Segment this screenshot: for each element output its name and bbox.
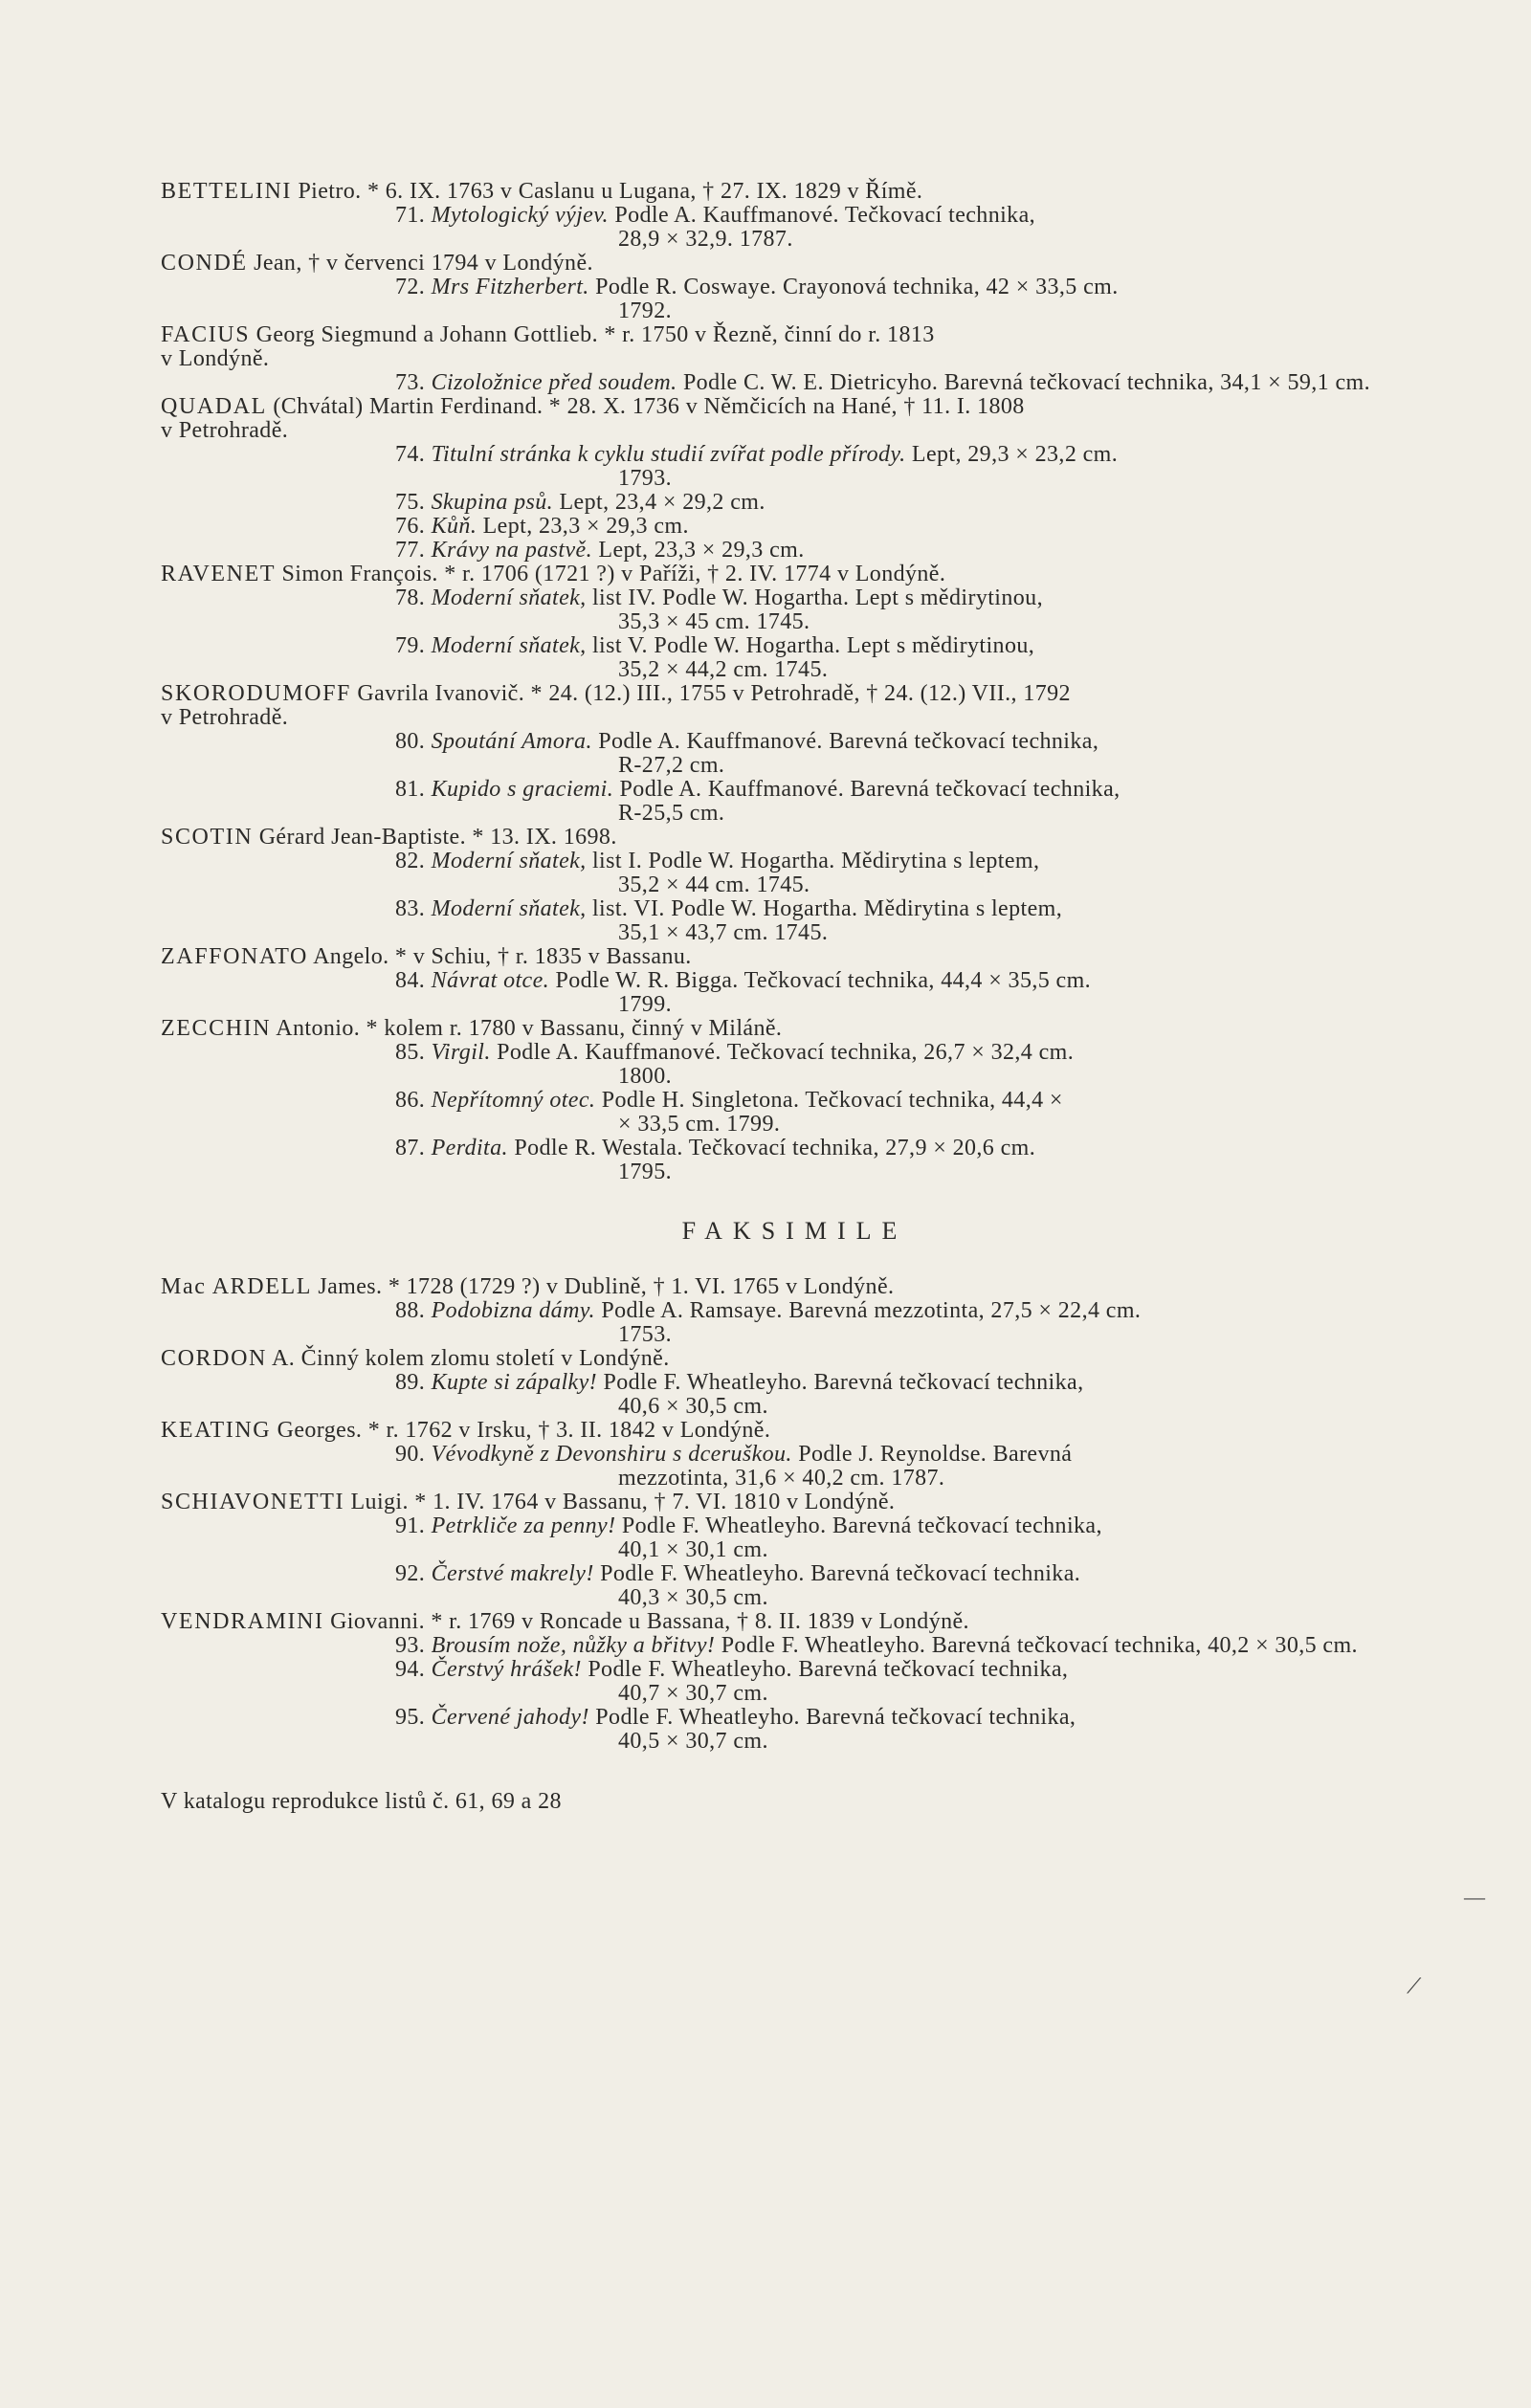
stray-mark: ⟋ (1407, 1974, 1422, 1998)
entry-title: Moderní sňatek, (431, 633, 587, 658)
entry-number: 76. (395, 514, 426, 539)
artist-name: RAVENET (161, 562, 277, 586)
entry-title: Kupte si zápalky! (431, 1370, 598, 1395)
entry-number: 89. (395, 1370, 426, 1395)
entry-number: 83. (395, 896, 426, 921)
artist-info: Angelo. * v Schiu, † r. 1835 v Bassanu. (313, 944, 692, 969)
catalog-entry (161, 634, 1448, 658)
catalog-entry (161, 1658, 1448, 1682)
entry-details: Podle F. Wheatleyho. Barevná tečkovací technika, (621, 1513, 1102, 1538)
artist-name: SKORODUMOFF (161, 681, 351, 706)
stray-mark: — (1464, 1885, 1485, 1909)
entry-title: Cizoložnice před soudem. (431, 370, 677, 395)
artist-info: Jean, † v červenci 1794 v Londýně. (254, 251, 593, 276)
entry-title: Mrs Fitzherbert. (431, 275, 589, 299)
entry-details: list V. Podle W. Hogartha. Lept s mědirytinou, (591, 633, 1035, 658)
artist-info-continued: v Londýně. (161, 346, 270, 371)
artist-info: Gavrila Ivanovič. * 24. (12.) III., 1755 v Petrohradě, † 24. (12.) VII., 1792 (357, 681, 1071, 706)
entry-continuation: 1793. (618, 466, 672, 491)
artist-block (161, 945, 1448, 1017)
artist-name: ZAFFONATO (161, 944, 308, 969)
artist-name: CONDÉ (161, 251, 248, 276)
artist-heading (161, 826, 1448, 850)
catalog-entry (161, 1634, 1448, 1658)
artist-block (161, 1017, 1448, 1184)
entry-details: Podle H. Singletona. Tečkovací technika, 44,4 × (601, 1088, 1063, 1113)
entry-title: Moderní sňatek, (431, 585, 587, 610)
artist-heading (161, 323, 1448, 347)
artist-info: Georg Siegmund a Johann Gottlieb. * r. 1750 v Řezně, činní do r. 1813 (255, 322, 935, 347)
artist-info: Luigi. * 1. IV. 1764 v Bassanu, † 7. VI. 1810 v Londýně. (350, 1490, 896, 1514)
artist-name: QUADAL (161, 394, 267, 419)
catalog-entry (161, 371, 1448, 395)
catalog-entry (161, 1041, 1448, 1065)
catalog-entry (161, 1089, 1448, 1113)
artist-name: KEATING (161, 1418, 272, 1443)
entry-number: 94. (395, 1657, 426, 1682)
catalog-entry (161, 276, 1448, 299)
entry-title: Vévodkyně z Devonshiru s dceruškou. (431, 1442, 792, 1467)
entry-details: Lept, 23,4 × 29,2 cm. (559, 490, 766, 515)
entry-continuation: 1792. (618, 298, 672, 323)
entry-title: Perdita. (431, 1136, 508, 1160)
entry-continuation: 40,5 × 30,7 cm. (618, 1729, 768, 1754)
artist-heading (161, 563, 1448, 586)
entry-details: Podle C. W. E. Dietricyho. Barevná tečkovací technika, 34,1 × 59,1 cm. (682, 370, 1370, 395)
entry-title: Brousím nože, nůžky a břitvy! (431, 1633, 716, 1658)
entry-number: 88. (395, 1298, 426, 1323)
artist-heading (161, 1610, 1448, 1634)
entry-title: Kupido s graciemi. (431, 777, 614, 802)
entry-number: 95. (395, 1705, 426, 1730)
entry-number: 71. (395, 203, 426, 228)
entry-number: 87. (395, 1136, 426, 1160)
entry-details: Podle J. Reynoldse. Barevná (798, 1442, 1073, 1467)
entry-number: 75. (395, 490, 426, 515)
entry-continuation: 35,3 × 45 cm. 1745. (618, 609, 810, 634)
artist-block (161, 563, 1448, 682)
entry-continuation: R-27,2 cm. (618, 753, 725, 778)
artist-info: Antonio. * kolem r. 1780 v Bassanu, činný v Miláně. (276, 1016, 783, 1041)
artist-heading (161, 945, 1448, 969)
entry-title: Kůň. (431, 514, 477, 539)
entry-title: Návrat otce. (431, 968, 550, 993)
artist-heading (161, 1275, 1448, 1299)
entry-number: 90. (395, 1442, 426, 1467)
catalog-entry (161, 204, 1448, 228)
artist-heading (161, 1347, 1448, 1371)
entry-title: Moderní sňatek, (431, 849, 587, 873)
entry-number: 77. (395, 538, 426, 563)
entry-continuation: 40,6 × 30,5 cm. (618, 1394, 768, 1419)
artist-block (161, 1419, 1448, 1491)
artist-info: Gérard Jean-Baptiste. * 13. IX. 1698. (258, 825, 617, 850)
artist-block (161, 682, 1448, 826)
entry-continuation: 1753. (618, 1322, 672, 1347)
catalog-entry (161, 443, 1448, 467)
entry-continuation: 40,7 × 30,7 cm. (618, 1681, 768, 1706)
catalog-entry (161, 1371, 1448, 1395)
catalog-entry (161, 1299, 1448, 1323)
entry-details: Podle A. Kauffmanové. Barevná tečkovací technika, (619, 777, 1121, 802)
entry-number: 80. (395, 729, 426, 754)
artist-info: Simon François. * r. 1706 (1721 ?) v Paříži, † 2. IV. 1774 v Londýně. (281, 562, 946, 586)
artist-block (161, 1610, 1448, 1754)
entry-details: Podle R. Westala. Tečkovací technika, 27,9 × 20,6 cm. (514, 1136, 1036, 1160)
artist-name: ZECCHIN (161, 1016, 272, 1041)
entry-continuation: 1799. (618, 992, 672, 1017)
entry-details: list I. Podle W. Hogartha. Mědirytina s leptem, (591, 849, 1040, 873)
entry-continuation: 35,2 × 44 cm. 1745. (618, 873, 810, 897)
catalog-entry (161, 491, 1448, 515)
footer-note: V katalogu reprodukce listů č. 61, 69 a 28 (161, 1789, 562, 1814)
catalog-entry (161, 1562, 1448, 1586)
entry-continuation: 40,3 × 30,5 cm. (618, 1585, 768, 1610)
artist-block (161, 1347, 1448, 1419)
entry-title: Spoutání Amora. (431, 729, 592, 754)
entry-title: Krávy na pastvě. (431, 538, 592, 563)
entry-details: Podle A. Kauffmanové. Barevná tečkovací technika, (598, 729, 1099, 754)
artist-info: Giovanni. * r. 1769 v Roncade u Bassana, † 8. II. 1839 v Londýně. (330, 1609, 969, 1634)
entry-title: Titulní stránka k cyklu studií zvířat podle přírody. (431, 442, 906, 467)
entry-number: 78. (395, 585, 426, 610)
artist-info: James. * 1728 (1729 ?) v Dublině, † 1. VI. 1765 v Londýně. (318, 1274, 895, 1299)
artist-info-continued: v Petrohradě. (161, 705, 289, 730)
entry-details: Podle F. Wheatleyho. Barevná tečkovací technika. (600, 1561, 1081, 1586)
entry-title: Skupina psů. (431, 490, 554, 515)
entry-title: Moderní sňatek, (431, 896, 587, 921)
catalog-entry (161, 586, 1448, 610)
catalog-entry (161, 969, 1448, 993)
artist-name: Mac ARDELL (161, 1274, 312, 1299)
entry-details: Podle A. Ramsaye. Barevná mezzotinta, 27,5 × 22,4 cm. (601, 1298, 1142, 1323)
entry-details: Podle F. Wheatleyho. Barevná tečkovací technika, (595, 1705, 1076, 1730)
artist-block (161, 826, 1448, 945)
artist-block (161, 395, 1448, 563)
entry-number: 82. (395, 849, 426, 873)
artist-block (161, 1275, 1448, 1347)
entry-continuation: 40,1 × 30,1 cm. (618, 1537, 768, 1562)
artist-heading (161, 395, 1448, 419)
entry-continuation: 1800. (618, 1064, 672, 1089)
entry-title: Podobizna dámy. (431, 1298, 595, 1323)
entry-details: Podle A. Kauffmanové. Tečkovací technika, 26,7 × 32,4 cm. (497, 1040, 1075, 1065)
catalog-entry (161, 1137, 1448, 1160)
artist-info: A. Činný kolem zlomu století v Londýně. (272, 1346, 670, 1371)
entry-title: Čerstvý hrášek! (431, 1657, 582, 1682)
entry-title: Mytologický výjev. (431, 203, 609, 228)
entry-continuation: 1795. (618, 1160, 672, 1184)
artist-name: FACIUS (161, 322, 251, 347)
entry-number: 79. (395, 633, 426, 658)
entry-number: 85. (395, 1040, 426, 1065)
entry-number: 72. (395, 275, 426, 299)
catalog-entry (161, 515, 1448, 539)
catalog-entry (161, 1443, 1448, 1467)
entry-number: 81. (395, 777, 426, 802)
catalog-entry (161, 539, 1448, 563)
artist-name: VENDRAMINI (161, 1609, 324, 1634)
entry-number: 84. (395, 968, 426, 993)
entry-continuation: 35,1 × 43,7 cm. 1745. (618, 920, 829, 945)
artist-block (161, 323, 1448, 395)
artist-name: SCHIAVONETTI (161, 1490, 345, 1514)
entry-number: 91. (395, 1513, 426, 1538)
entry-continuation: 35,2 × 44,2 cm. 1745. (618, 657, 829, 682)
entry-details: list IV. Podle W. Hogartha. Lept s mědirytinou, (591, 585, 1043, 610)
artist-block (161, 252, 1448, 323)
artist-heading (161, 180, 1448, 204)
artist-heading (161, 1491, 1448, 1514)
artist-info: Georges. * r. 1762 v Irsku, † 3. II. 1842 v Londýně. (277, 1418, 771, 1443)
section-heading-faksimile: FAKSIMILE (681, 1217, 908, 1245)
entry-title: Červené jahody! (431, 1705, 589, 1730)
entry-details: Lept, 23,3 × 29,3 cm. (598, 538, 805, 563)
artist-block (161, 1491, 1448, 1610)
entry-continuation: 28,9 × 32,9. 1787. (618, 227, 793, 252)
artist-name: CORDON (161, 1346, 267, 1371)
entry-number: 93. (395, 1633, 426, 1658)
entry-number: 92. (395, 1561, 426, 1586)
entry-title: Čerstvé makrely! (431, 1561, 594, 1586)
catalog-page (161, 180, 1448, 1814)
catalog-entry (161, 778, 1448, 802)
artist-block (161, 180, 1448, 252)
entry-details: Podle F. Wheatleyho. Barevná tečkovací technika, 40,2 × 30,5 cm. (721, 1633, 1358, 1658)
entry-details: Podle W. R. Bigga. Tečkovací technika, 44,4 × 35,5 cm. (555, 968, 1092, 993)
catalog-entry (161, 897, 1448, 921)
entry-details: list. VI. Podle W. Hogartha. Mědirytina s leptem, (591, 896, 1063, 921)
entry-details: Podle F. Wheatleyho. Barevná tečkovací technika, (603, 1370, 1084, 1395)
entry-details: Podle R. Coswaye. Crayonová technika, 42 × 33,5 cm. (595, 275, 1119, 299)
entry-details: Lept, 29,3 × 23,2 cm. (911, 442, 1119, 467)
entry-continuation: × 33,5 cm. 1799. (618, 1112, 781, 1137)
entry-title: Nepřítomný otec. (431, 1088, 596, 1113)
entry-continuation: mezzotinta, 31,6 × 40,2 cm. 1787. (618, 1466, 945, 1491)
artist-info: Pietro. * 6. IX. 1763 v Caslanu u Lugana, † 27. IX. 1829 v Římě. (298, 179, 923, 204)
artist-info: (Chvátal) Martin Ferdinand. * 28. X. 1736 v Němčicích na Hané, † 11. I. 1808 (273, 394, 1025, 419)
catalog-entry (161, 1706, 1448, 1730)
artist-info-continued: v Petrohradě. (161, 418, 289, 443)
artist-heading (161, 1017, 1448, 1041)
entry-title: Virgil. (431, 1040, 491, 1065)
entry-continuation: R-25,5 cm. (618, 801, 725, 826)
entry-number: 86. (395, 1088, 426, 1113)
entry-details: Podle F. Wheatleyho. Barevná tečkovací technika, (588, 1657, 1069, 1682)
catalog-entry (161, 1514, 1448, 1538)
entry-details: Lept, 23,3 × 29,3 cm. (482, 514, 689, 539)
artist-heading (161, 252, 1448, 276)
artist-heading (161, 1419, 1448, 1443)
faksimile-list (161, 1275, 1448, 1754)
catalog-entry (161, 730, 1448, 754)
artist-name: SCOTIN (161, 825, 254, 850)
entry-title: Petrkliče za penny! (431, 1513, 616, 1538)
artists-list (161, 180, 1448, 1184)
entry-details: Podle A. Kauffmanové. Tečkovací technika, (614, 203, 1036, 228)
entry-number: 74. (395, 442, 426, 467)
artist-heading (161, 682, 1448, 706)
artist-name: BETTELINI (161, 179, 293, 204)
catalog-entry (161, 850, 1448, 873)
entry-number: 73. (395, 370, 426, 395)
